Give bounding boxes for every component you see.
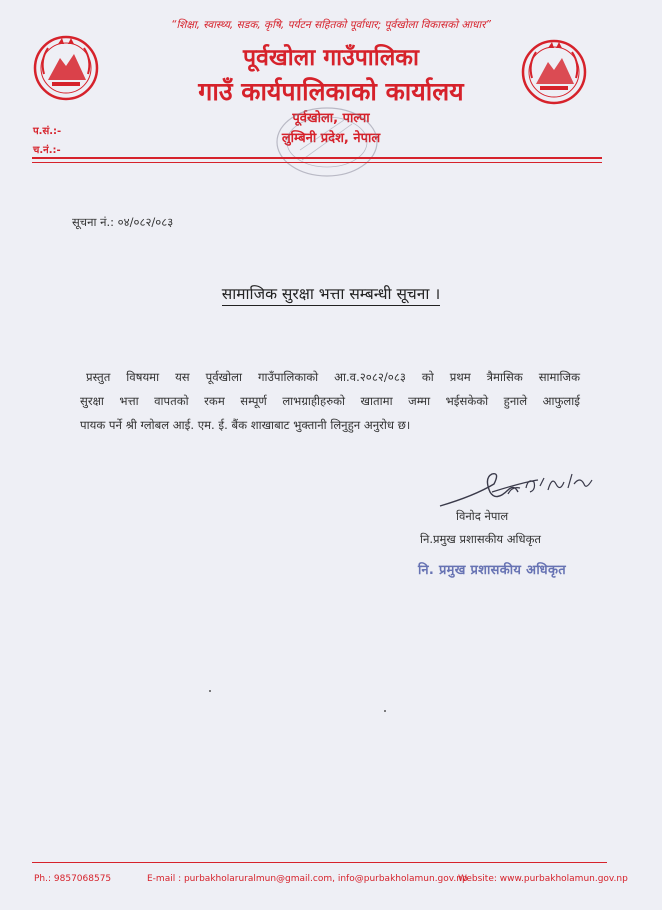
- body-line: सुरक्षा भत्ता वापतको रकम सम्पूर्ण लाभग्राहीहरुको खातामा जम्मा भईसकेको हुनाले आफुलाई: [80, 394, 580, 408]
- header-rule-thin: [32, 162, 602, 163]
- office-name: गाउँ कार्यपालिकाको कार्यालय: [198, 77, 464, 106]
- scan-speck: [384, 710, 386, 712]
- signatory-title: नि.प्रमुख प्रशासकीय अधिकृत: [420, 532, 541, 546]
- footer-email: E-mail : purbakholaruralmun@gmail.com, info@purbakholamun.gov.np: [147, 874, 468, 884]
- reference-number-label: प.सं.:-: [33, 126, 62, 137]
- notice-subject: [0, 282, 662, 304]
- footer-website: Website: www.purbakholamun.gov.np: [458, 874, 628, 884]
- slogan: “शिक्षा, स्वास्थ्य, सडक, कृषि, पर्यटन सहितको पूर्वाधार; पूर्वखोला विकासको आधार”: [171, 19, 491, 31]
- footer-phone: Ph.: 9857068575: [34, 874, 112, 884]
- notice-body: [80, 365, 580, 437]
- handwritten-signature-icon: [434, 462, 604, 512]
- dispatch-number-label: च.नं.:-: [33, 145, 61, 156]
- footer-rule: [32, 862, 607, 863]
- municipality-name: पूर्वखोला गाउँपालिका: [243, 45, 419, 71]
- header-rule: [32, 157, 602, 159]
- scan-speck: [209, 690, 211, 692]
- signatory-title-stamp: नि. प्रमुख प्रशासकीय अधिकृत: [418, 563, 566, 578]
- signatory-name: विनोद नेपाल: [456, 509, 509, 523]
- address-line-2: लुम्बिनी प्रदेश, नेपाल: [281, 131, 381, 146]
- address-line-1: पूर्वखोला, पाल्पा: [292, 111, 370, 126]
- notice-number: सूचना नं.: ०४/०८२/०८३: [72, 215, 174, 229]
- body-line: पायक पर्ने श्री ग्लोबल आई. एम. ई. बैंक शाखाबाट भुक्तानी लिनुहुन अनुरोध छ।: [80, 418, 411, 432]
- office-seal-stamp-icon: [272, 100, 382, 180]
- notice-subject-text: सामाजिक सुरक्षा भत्ता सम्बन्धी सूचना ।: [222, 285, 440, 306]
- body-line: प्रस्तुत विषयमा यस पूर्वखोला गाउँपालिकाको आ.व.२०८२/०८३ को प्रथम त्रैमासिक सामाजिक: [86, 370, 580, 384]
